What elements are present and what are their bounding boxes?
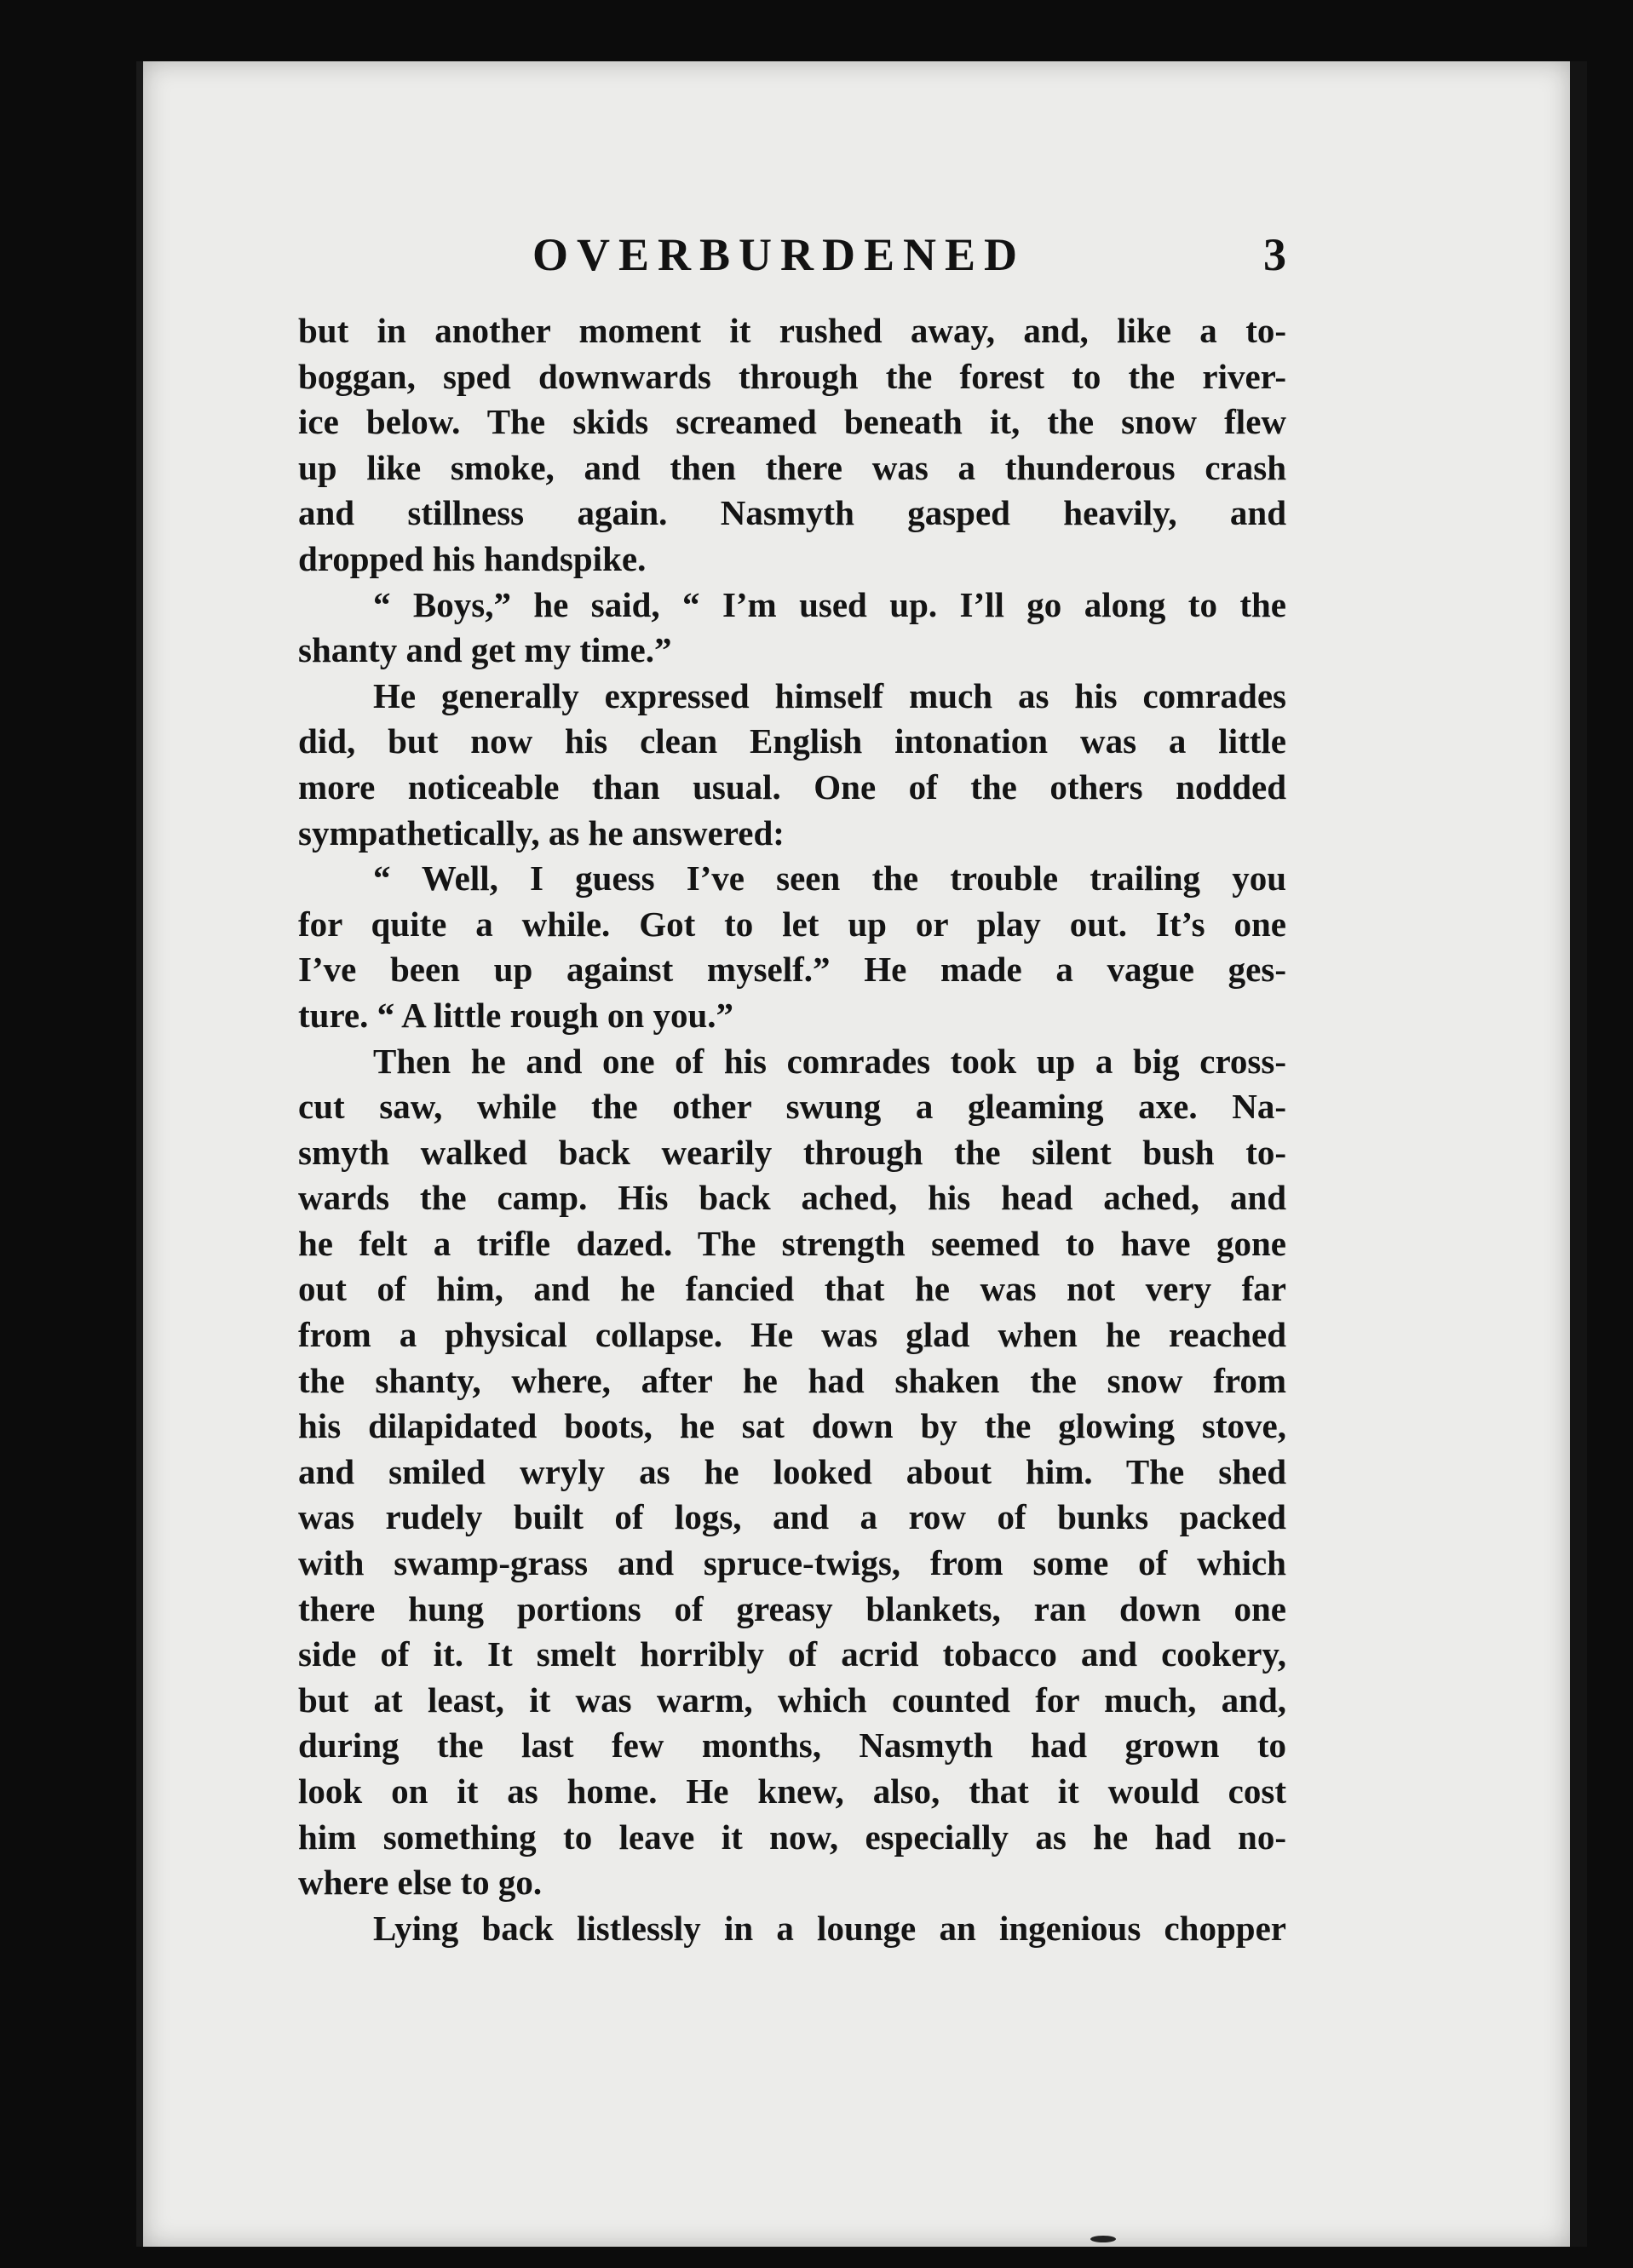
text-line: sympathetically, as he answered: [298, 812, 785, 853]
text-line: He generally expressed himself much as his comrades [373, 675, 1286, 715]
text-line: for quite a while. Got to let up or play out. It’s one [298, 904, 1286, 944]
text-line: but in another moment it rushed away, and, like a to- [298, 311, 1286, 350]
text-line: ture. “ A little rough on you.” [298, 995, 734, 1035]
body-text [298, 308, 1286, 1951]
text-line: side of it. It smelt horribly of acrid tobacco and cookery, [298, 1634, 1286, 1674]
text-line: ice below. The skids screamed beneath it, the snow flew [298, 402, 1286, 442]
text-line: there hung portions of greasy blankets, ran down one [298, 1588, 1286, 1628]
text-line: dropped his handspike. [298, 538, 647, 578]
text-line: where else to go. [298, 1863, 543, 1903]
text-line: boggan, sped downwards through the forest to the river- [298, 356, 1286, 396]
text-line: his dilapidated boots, he sat down by the glowing stove, [298, 1406, 1286, 1446]
text-line: he felt a trifle dazed. The strength seemed to have gone [298, 1223, 1286, 1263]
page-number: 3 [1263, 229, 1286, 280]
text-line: was rudely built of logs, and a row of bunks packed [298, 1497, 1286, 1537]
text-line: with swamp-grass and spruce-twigs, from some of which [298, 1543, 1286, 1583]
text-line: and smiled wryly as he looked about him. The shed [298, 1451, 1286, 1491]
text-line: and stillness again. Nasmyth gasped heavily, and [298, 493, 1286, 533]
text-line: but at least, it was warm, which counted for much, and, [298, 1679, 1286, 1720]
text-line: “ Well, I guess I’ve seen the trouble trailing you [373, 858, 1286, 899]
text-line: look on it as home. He knew, also, that it would cost [298, 1771, 1286, 1811]
text-line: wards the camp. His back ached, his head ached, and [298, 1178, 1286, 1218]
text-line: more noticeable than usual. One of the others nodded [298, 767, 1286, 807]
running-head [298, 228, 1286, 281]
text-line: did, but now his clean English intonation was a little [298, 721, 1286, 761]
text-line: him something to leave it now, especially as he had no- [298, 1817, 1286, 1857]
text-line: cut saw, while the other swung a gleaming axe. Na- [298, 1087, 1286, 1127]
text-line: during the last few months, Nasmyth had grown to [298, 1725, 1286, 1766]
text-line: the shanty, where, after he had shaken the snow from [298, 1360, 1286, 1400]
running-title: OVERBURDENED [532, 229, 1026, 280]
text-line: I’ve been up against myself.” He made a vague ges- [298, 950, 1286, 990]
text-line: Then he and one of his comrades took up a big cross- [373, 1041, 1286, 1081]
text-line: out of him, and he fancied that he was not very far [298, 1269, 1286, 1309]
text-line: shanty and get my time.” [298, 630, 672, 670]
text-line: smyth walked back wearily through the silent bush to- [298, 1132, 1286, 1172]
text-line: from a physical collapse. He was glad when he reached [298, 1315, 1286, 1355]
scan-speck [1090, 2236, 1116, 2242]
page-edge [1570, 61, 1587, 2247]
text-line: “ Boys,” he said, “ I’m used up. I’ll go along to the [373, 584, 1286, 624]
text-line: Lying back listlessly in a lounge an ingenious chopper [373, 1908, 1286, 1948]
text-line: up like smoke, and then there was a thunderous crash [298, 447, 1286, 487]
